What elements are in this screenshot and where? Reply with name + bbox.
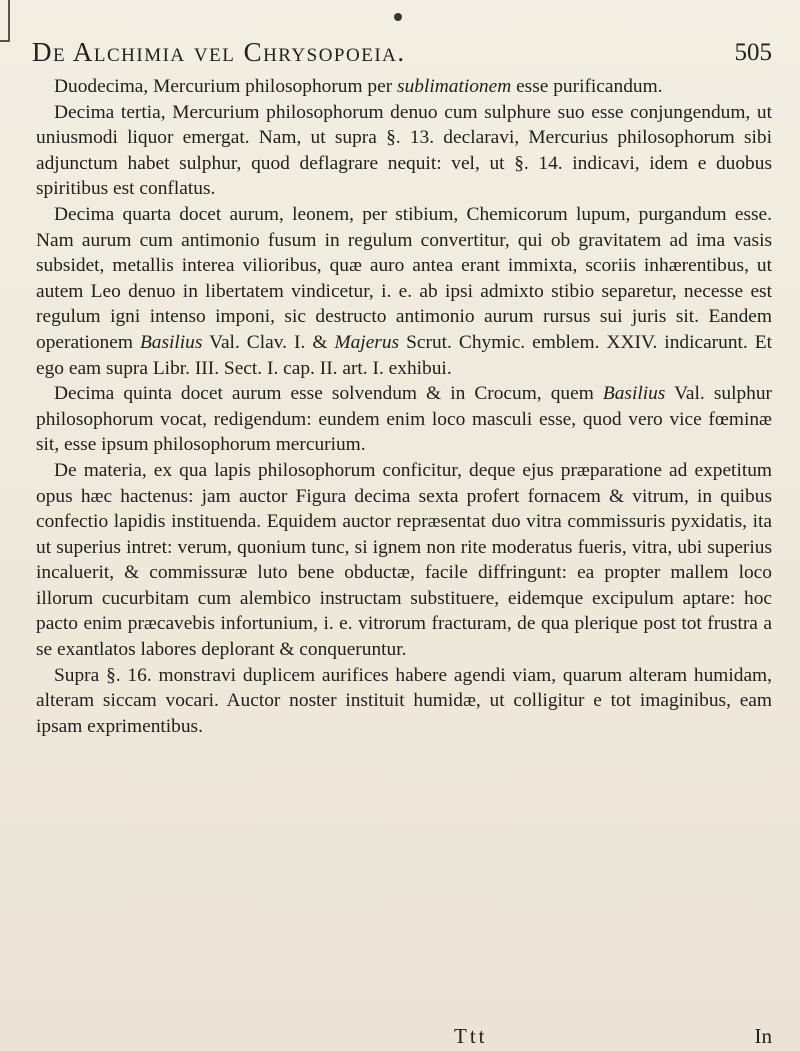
paragraph (36, 202, 772, 381)
page-header (32, 37, 772, 71)
text-run: De materia, ex qua lapis philosophorum conficitur, deque ejus præparatione ad expetitum opus hæc hactenus: jam auctor Figura decima sexta profert fornacem & vitrum, in quibus confectio lapidis instituenda. Equidem auctor repræsentat duo vitra commissuris pyxidatis, ita ut superius intret: verum, quonium tunc, si ignem non rite moderatus fueris, vitra, ubi superius incaluerit, & commissuræ luto bene obductæ, facile diffringunt: ea propter mallem loco illorum cucurbitam cum alembico instructam substituere, eidemque excipulum aptare: hoc pacto enim præcavebis infortunium, i. e. vitrorum fracturam, de qua plerique post tot frustra a se exantlatos labores deplorant & conqueruntur. (36, 459, 772, 661)
running-title: De Alchimia vel Chrysopoeia. (32, 37, 406, 67)
page-footer (36, 1024, 772, 1050)
text-run: Decima tertia, Mercurium philosophorum denuo cum sulphure suo esse conjungendum, ut uniusmodi liquor emergat. Nam, ut supra §. 13. declaravi, Mercurius philosophorum sibi adjunctum habet sulphur, quod deflagrare nequit: vel, ut §. 14. indicavi, idem e duobus spiritibus est conflatus. (36, 101, 772, 200)
signature-mark: Ttt (454, 1024, 488, 1048)
text-run: Val. sulphur philosophorum vocat, redigendum: eundem enim loco masculi esse, quod vero vice fœminæ sit, esse ipsum philosophorum mercurium. (36, 383, 772, 456)
text-run: Duodecima, Mercurium philosophorum per (54, 76, 398, 97)
text-run: Supra §. 16. monstravi duplicem aurifices habere agendi viam, quarum alteram humidam, alteram siccam vocari. Auctor noster instituit humidæ, ut colligitur e tot imaginibus, eam ipsam exprimentibus. (36, 664, 772, 737)
page-number: 505 (734, 39, 772, 66)
paragraph (36, 74, 772, 100)
italic-text: sublimationem (397, 76, 512, 97)
text-run: esse purificandum. (511, 76, 663, 97)
paragraph (36, 100, 772, 202)
paragraph (36, 458, 772, 663)
italic-text: Basilius (139, 331, 203, 353)
body-text (36, 74, 772, 739)
text-run: Decima quarta docet aurum, leonem, per stibium, Chemicorum lupum, purgandum esse. Nam aurum cum antimonio fusum in regulum convertitur, qui ob gravitatem ad ima vasis subsidet, metallis interea vilioribus, quæ auro antea erant immixta, scoriis inhærentibus, ut autem Leo denuo in libertatem vindicetur, i. e. ab ipsi admixto stibio separetur, necesse est regulum igni intenso imponi, sic destructo antimonio aurum rursus sui juris sit. Eandem operationem (36, 203, 772, 353)
text-run: Val. Clav. I. & (202, 331, 335, 353)
ornament-dot (394, 13, 402, 21)
italic-text: Basilius (602, 383, 666, 405)
italic-text: Majerus (334, 331, 400, 353)
scan-edge-mark (0, 0, 10, 42)
catchword: In (754, 1024, 772, 1048)
text-run: Decima quinta docet aurum esse solvendum & in Crocum, quem (54, 383, 603, 405)
paragraph (36, 381, 772, 458)
paragraph (36, 663, 772, 740)
text-run: Scrut. Chymic. emblem. XXIV. indicarunt. Et ego eam supra Libr. III. Sect. I. cap. II. art. I. exhibui. (36, 331, 773, 379)
